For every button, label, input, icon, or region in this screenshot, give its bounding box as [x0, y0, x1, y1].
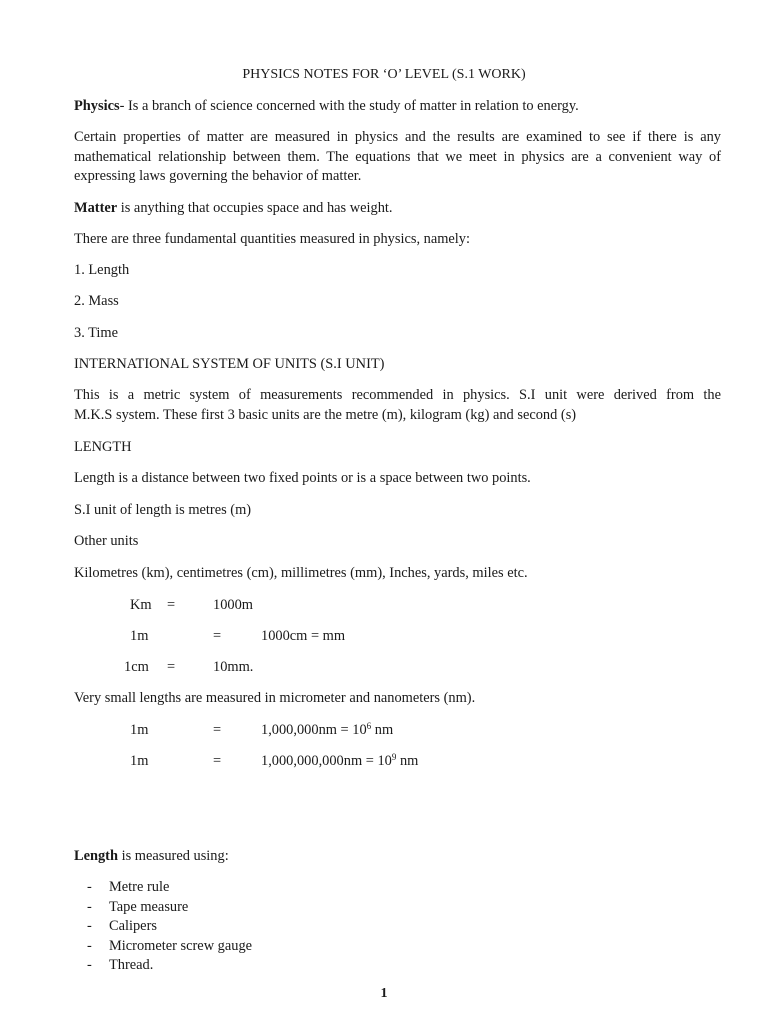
conversion-right: 10mm. — [213, 659, 254, 675]
si-heading: INTERNATIONAL SYSTEM OF UNITS (S.I UNIT) — [74, 356, 385, 372]
bullet-dash: - — [87, 937, 92, 954]
conversion-equals: = — [167, 659, 176, 675]
length-term: Length — [74, 848, 118, 864]
physics-term: Physics — [74, 98, 120, 114]
fundamental-item-length: 1. Length — [74, 262, 130, 278]
properties-paragraph — [74, 128, 721, 187]
instrument-label: Micrometer screw gauge — [109, 937, 253, 954]
page-number: 1 — [380, 986, 388, 1001]
matter-definition — [74, 199, 393, 219]
conversion-equals: = — [213, 722, 222, 738]
list-item — [87, 956, 153, 976]
other-units-label: Other units — [74, 533, 139, 549]
properties-line-1: Certain properties of matter are measured in physics and the results are examined to see if there is any — [74, 129, 721, 145]
conversion-right — [261, 721, 393, 741]
si-length-unit: S.I unit of length is metres (m) — [74, 502, 252, 518]
list-item — [87, 937, 252, 957]
matter-definition-text: is anything that occupies space and has weight. — [117, 200, 393, 216]
matter-term: Matter — [74, 200, 118, 216]
exponent: 9 — [391, 752, 397, 762]
si-line-2: M.K.S system. These first 3 basic units are the metre (m), kilogram (kg) and second (s) — [74, 406, 577, 423]
exponent: 6 — [366, 721, 372, 731]
bullet-dash: - — [87, 879, 92, 895]
instrument-label: Metre rule — [109, 879, 170, 895]
bullet-dash: - — [87, 957, 92, 973]
conversion-value: 1,000,000,000nm = 10 — [261, 753, 392, 769]
si-paragraph — [74, 386, 721, 425]
fundamental-item-time: 3. Time — [74, 325, 118, 341]
conversion-left: 1m — [130, 628, 149, 644]
page-title: PHYSICS NOTES FOR ‘O’ LEVEL (S.1 WORK) — [242, 67, 526, 82]
conversion-unit: nm — [396, 753, 419, 769]
measured-using-text: is measured using: — [117, 848, 229, 864]
conversion-left: 1cm — [124, 659, 149, 675]
fundamental-intro: There are three fundamental quantities measured in physics, namely: — [74, 231, 470, 247]
si-line-1: This is a metric system of measurements recommended in physics. S.I unit were derived from the — [74, 387, 721, 403]
conversion-left: 1m — [130, 753, 149, 769]
conversion-unit: nm — [371, 722, 394, 738]
conversion-right: 1000cm = mm — [261, 628, 346, 644]
conversion-equals: = — [213, 628, 222, 644]
other-units-list: Kilometres (km), centimetres (cm), millimetres (mm), Inches, yards, miles etc. — [74, 565, 528, 581]
length-heading: LENGTH — [74, 439, 132, 455]
fundamental-item-mass: 2. Mass — [74, 293, 119, 309]
list-item — [87, 878, 169, 898]
properties-line-3: expressing laws governing the behavior of matter. — [74, 168, 362, 184]
properties-line-2: mathematical relationship between them. The equations that we meet in physics are a convenient way of — [74, 148, 721, 165]
length-definition: Length is a distance between two fixed points or is a space between two points. — [74, 470, 531, 486]
list-item — [87, 917, 157, 937]
conversion-equals: = — [213, 753, 222, 769]
instrument-label: Thread. — [109, 957, 154, 973]
bullet-dash: - — [87, 898, 92, 915]
instrument-label: Tape measure — [109, 898, 189, 915]
measured-using — [74, 847, 229, 867]
conversion-left: 1m — [130, 722, 149, 738]
bullet-dash: - — [87, 918, 92, 934]
instrument-label: Calipers — [109, 918, 157, 934]
conversion-left: Km — [130, 597, 152, 613]
physics-definition — [74, 97, 579, 117]
small-lengths-text: Very small lengths are measured in micrometer and nanometers (nm). — [74, 690, 476, 706]
conversion-right — [261, 752, 418, 772]
conversion-equals: = — [167, 597, 176, 613]
list-item — [87, 898, 188, 918]
physics-definition-text: - Is a branch of science concerned with the study of matter in relation to energy. — [119, 98, 579, 114]
conversion-value: 1,000,000nm = 10 — [261, 722, 367, 738]
conversion-right: 1000m — [213, 597, 253, 613]
